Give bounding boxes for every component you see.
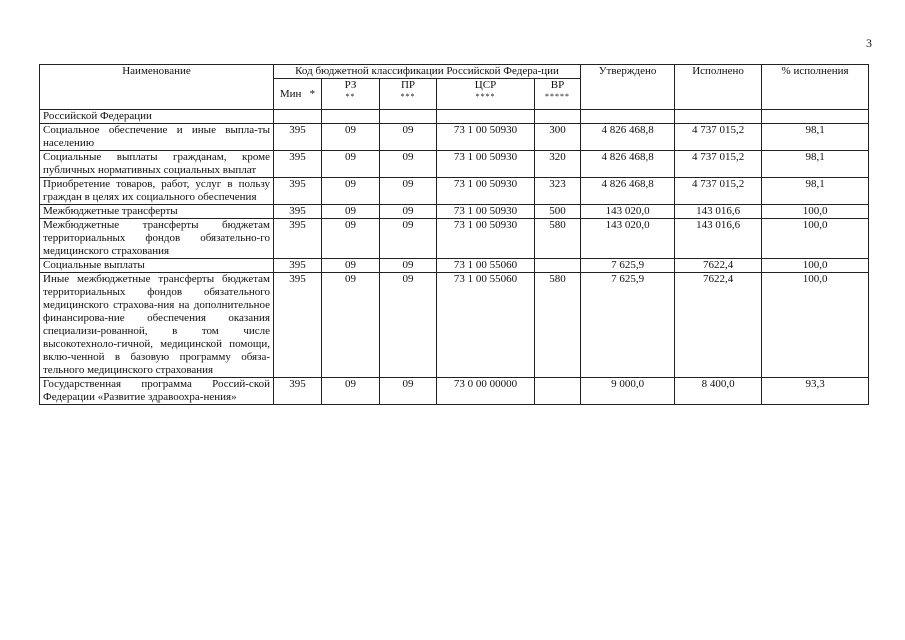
budget-execution-table [39,64,869,405]
continuation-row [40,110,869,124]
table-row [40,151,869,178]
row-percent: 100,0 [762,205,869,219]
row-name: Иные межбюджетные трансферты бюджетам территориальных фондов обязательного медицинского страхова-ния на дополнительное финансирова-ние обеспечения оказания специализи-рованной, в том числе высокотехноло-гичной, медицинской помощи, вклю-ченной в базовую программу обяза-тельного медицинского страхования [40,273,274,378]
row-vr [535,259,581,273]
row-executed: 4 737 015,2 [675,124,762,151]
row-vr: 580 [535,273,581,378]
row-pr: 09 [380,151,437,178]
header-min [274,79,322,110]
row-min: 395 [274,219,322,259]
row-percent: 100,0 [762,259,869,273]
header-min-label: Мин [279,87,302,100]
row-rz: 09 [322,151,380,178]
row-approved: 4 826 468,8 [581,151,675,178]
table-row [40,178,869,205]
row-percent: 98,1 [762,124,869,151]
row-name: Межбюджетные трансферты бюджетам территориальных фондов обязательно-го медицинского страхования [40,219,274,259]
row-executed: 7622,4 [675,273,762,378]
row-csr: 73 1 00 50930 [437,178,535,205]
row-name: Социальное обеспечение и иные выпла-ты населению [40,124,274,151]
header-percent: % исполнения [762,65,869,110]
header-executed: Исполнено [675,65,762,110]
row-pr: 09 [380,273,437,378]
row-name: Приобретение товаров, работ, услуг в пользу граждан в целях их социального обеспечения [40,178,274,205]
table-row [40,378,869,405]
row-pr: 09 [380,124,437,151]
header-csr-label: ЦСР [474,79,497,91]
row-name: Социальные выплаты [40,259,274,273]
row-rz: 09 [322,205,380,219]
row-vr: 580 [535,219,581,259]
row-csr: 73 1 00 50930 [437,124,535,151]
row-percent: 98,1 [762,178,869,205]
row-min: 395 [274,273,322,378]
row-rz: 09 [322,178,380,205]
row-vr: 320 [535,151,581,178]
row-approved: 143 020,0 [581,219,675,259]
header-approved: Утверждено [581,65,675,110]
row-csr: 73 1 00 50930 [437,205,535,219]
row-approved: 143 020,0 [581,205,675,219]
row-min: 395 [274,259,322,273]
page-number: 3 [866,36,872,50]
row-approved: 9 000,0 [581,378,675,405]
row-csr: 73 1 00 55060 [437,273,535,378]
row-name: Социальные выплаты гражданам, кроме публичных нормативных социальных выплат [40,151,274,178]
row-csr: 73 1 00 50930 [437,219,535,259]
row-pr: 09 [380,219,437,259]
row-name: Межбюджетные трансферты [40,205,274,219]
row-vr: 323 [535,178,581,205]
header-name: Наименование [40,65,274,110]
header-csr-mark: **** [475,92,496,101]
header-pr-mark: *** [400,92,416,101]
row-csr: 73 1 00 50930 [437,151,535,178]
row-rz: 09 [322,219,380,259]
row-executed: 7622,4 [675,259,762,273]
continuation-text: Российской Федерации [40,110,274,124]
header-vr-mark: ***** [545,92,571,101]
row-pr: 09 [380,378,437,405]
row-min: 395 [274,378,322,405]
header-csr [437,79,535,110]
row-csr: 73 0 00 00000 [437,378,535,405]
header-rz-mark: ** [345,92,356,101]
row-min: 395 [274,178,322,205]
header-pr-label: ПР [400,79,416,91]
row-min: 395 [274,124,322,151]
row-rz: 09 [322,259,380,273]
row-executed: 4 737 015,2 [675,178,762,205]
row-vr: 500 [535,205,581,219]
row-executed: 143 016,6 [675,219,762,259]
row-approved: 7 625,9 [581,273,675,378]
row-name: Государственная программа Россий-ской Федерации «Развитие здравоохра-нения» [40,378,274,405]
row-executed: 4 737 015,2 [675,151,762,178]
header-pr [380,79,437,110]
header-min-mark: * [309,87,316,100]
row-approved: 7 625,9 [581,259,675,273]
header-code-group: Код бюджетной классификации Российской Федера-ции [274,65,581,79]
header-row-top [40,65,869,79]
row-percent: 98,1 [762,151,869,178]
header-vr-label: ВР [550,79,565,91]
row-rz: 09 [322,378,380,405]
row-vr: 300 [535,124,581,151]
row-percent: 100,0 [762,273,869,378]
table-row [40,124,869,151]
header-rz [322,79,380,110]
table-row [40,205,869,219]
table-row [40,273,869,378]
row-min: 395 [274,151,322,178]
row-min: 395 [274,205,322,219]
row-csr: 73 1 00 55060 [437,259,535,273]
table-row [40,259,869,273]
table-row [40,219,869,259]
row-approved: 4 826 468,8 [581,178,675,205]
row-vr [535,378,581,405]
row-percent: 100,0 [762,219,869,259]
row-percent: 93,3 [762,378,869,405]
row-rz: 09 [322,124,380,151]
row-executed: 8 400,0 [675,378,762,405]
row-executed: 143 016,6 [675,205,762,219]
row-pr: 09 [380,205,437,219]
header-vr [535,79,581,110]
row-rz: 09 [322,273,380,378]
row-approved: 4 826 468,8 [581,124,675,151]
row-pr: 09 [380,259,437,273]
header-rz-label: РЗ [344,79,357,91]
row-pr: 09 [380,178,437,205]
